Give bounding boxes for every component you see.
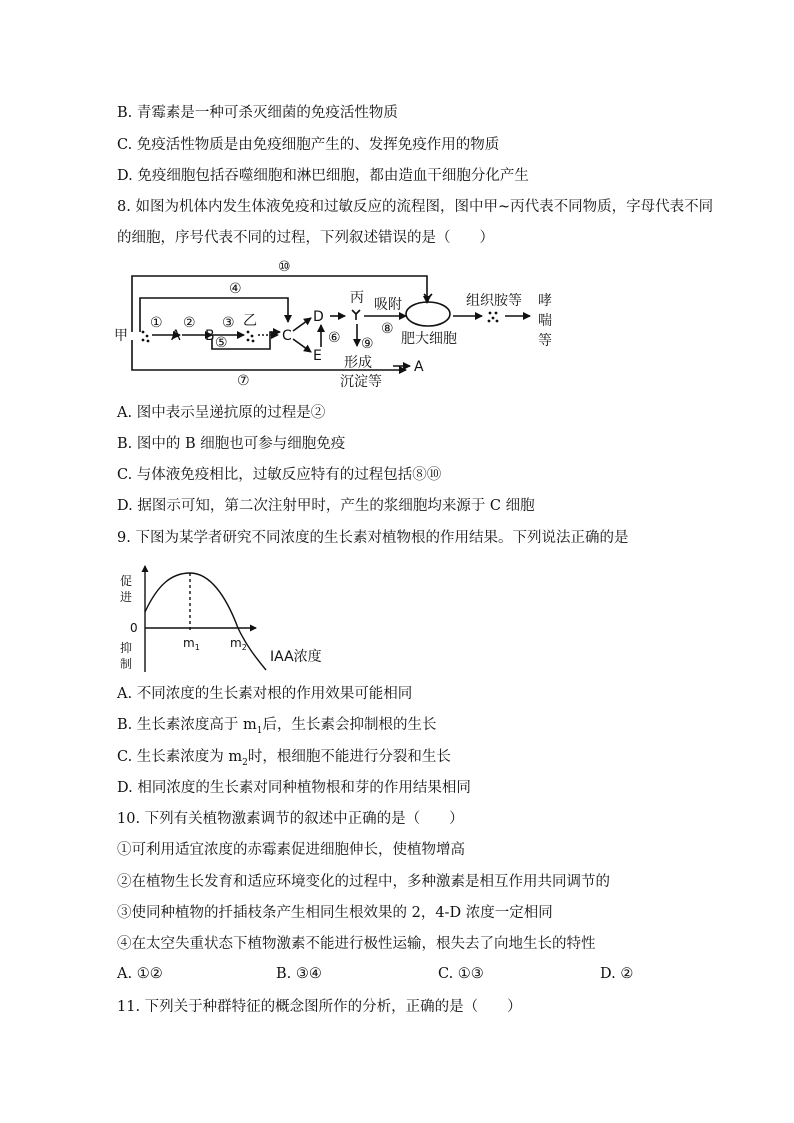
ylabel-yi: 抑	[120, 641, 133, 655]
x-axis-label: IAA浓度	[270, 649, 322, 665]
q8-immune-flow-diagram	[110, 254, 570, 392]
q9-stem: 9. 下图为某学者研究不同浓度的生长素对植物根的作用结果。下列说法正确的是	[117, 530, 629, 546]
label-n4: ④	[229, 281, 242, 297]
mast-cell-shape	[406, 302, 450, 326]
label-chuan: 喘	[538, 313, 552, 329]
label-a2: A	[414, 359, 424, 375]
label-n5: ⑤	[215, 335, 228, 351]
label-e: E	[313, 348, 322, 364]
label-chendian: 沉淀等	[340, 374, 382, 390]
label-n9: ⑨	[361, 336, 374, 352]
q10-statement-4: ④在太空失重状态下植物激素不能进行极性运输，根失去了向地生长的特性	[117, 936, 596, 952]
q9-option-b: B. 生长素浓度高于 $m_1$后，生长素会抑制根的生长	[117, 717, 437, 736]
q7-option-d: D. 免疫细胞包括吞噬细胞和淋巴细胞，都由造血干细胞分化产生	[117, 168, 529, 184]
label-deng: 等	[538, 333, 552, 349]
label-c: C	[282, 328, 292, 344]
q8-option-b: B. 图中的 B 细胞也可参与细胞免疫	[117, 436, 346, 452]
m2-label: $m_2$	[230, 636, 247, 652]
label-n10: ⑩	[278, 259, 291, 275]
label-b: B	[205, 328, 215, 344]
q8-option-c: C. 与体液免疫相比，过敏反应特有的过程包括⑧⑩	[117, 467, 442, 483]
q8-stem-line1: 8. 如图为机体内发生体液免疫和过敏反应的流程图，图中甲~丙代表不同物质，字母代表不同	[117, 199, 714, 215]
label-bing: 丙	[350, 290, 364, 306]
q9-option-c: C. 生长素浓度为 $m_2$时，根细胞不能进行分裂和生长	[117, 749, 451, 768]
q10-option-c: C. ①③	[438, 966, 484, 982]
label-n3: ③	[222, 315, 235, 331]
label-histamine: 组织胺等	[466, 293, 522, 309]
q9-option-d: D. 相同浓度的生长素对同种植物根和芽的作用结果相同	[117, 780, 471, 796]
ylabel-cu: 促	[120, 574, 133, 588]
q10-statement-2: ②在植物生长发育和适应环境变化的过程中，多种激素是相互作用共同调节的	[117, 874, 610, 890]
label-d: D	[313, 309, 324, 325]
label-xiao: 哮	[538, 293, 552, 309]
q11-stem: 11. 下列关于种群特征的概念图所作的分析，正确的是（ ）	[117, 999, 522, 1015]
label-a: A	[171, 328, 181, 344]
label-n6: ⑥	[328, 330, 341, 346]
m1-label: $m_1$	[183, 636, 200, 652]
q10-option-d: D. ②	[600, 966, 634, 982]
q10-options-row	[117, 966, 677, 984]
q9-option-a: A. 不同浓度的生长素对根的作用效果可能相同	[117, 686, 413, 702]
antibody-icon	[352, 310, 360, 320]
label-xifu: 吸附	[374, 297, 402, 313]
label-mast-cell: 肥大细胞	[401, 331, 457, 347]
label-n2: ②	[183, 315, 196, 331]
arrow-c-e	[293, 339, 311, 352]
q10-stem: 10. 下列有关植物激素调节的叙述中正确的是（ ）	[117, 811, 464, 827]
q10-option-b: B. ③④	[276, 966, 322, 982]
q9-auxin-curve-graph	[115, 562, 345, 674]
label-yi: 乙	[243, 313, 257, 329]
q8-option-a: A. 图中表示呈递抗原的过程是②	[117, 405, 326, 421]
q7-option-b: B. 青霉素是一种可杀灭细菌的免疫活性物质	[117, 105, 398, 121]
arrow-c-d	[293, 318, 311, 331]
label-n7: ⑦	[237, 373, 250, 389]
q10-option-a: A. ①②	[117, 966, 163, 982]
q8-stem-line2: 的细胞，序号代表不同的过程，下列叙述错误的是（ ）	[117, 230, 494, 246]
ylabel-zhi: 制	[120, 657, 133, 671]
q8-option-d: D. 据图示可知，第二次注射甲时，产生的浆细胞均来源于 C 细胞	[117, 498, 535, 514]
q10-statement-1: ①可利用适宜浓度的赤霉素促进细胞伸长，使植物增高	[117, 842, 465, 858]
q7-option-c: C. 免疫活性物质是由免疫细胞产生的、发挥免疫作用的物质	[117, 137, 500, 153]
ylabel-jin: 进	[120, 590, 133, 604]
label-n1: ①	[150, 315, 163, 331]
label-n8: ⑧	[381, 321, 394, 337]
response-curve	[145, 573, 266, 670]
zero-label: 0	[130, 621, 138, 635]
label-xingcheng: 形成	[344, 355, 372, 371]
label-jia: 甲	[114, 328, 128, 344]
q10-statement-3: ③使同种植物的扦插枝条产生相同生根效果的 2，4-D 浓度一定相同	[117, 905, 553, 921]
